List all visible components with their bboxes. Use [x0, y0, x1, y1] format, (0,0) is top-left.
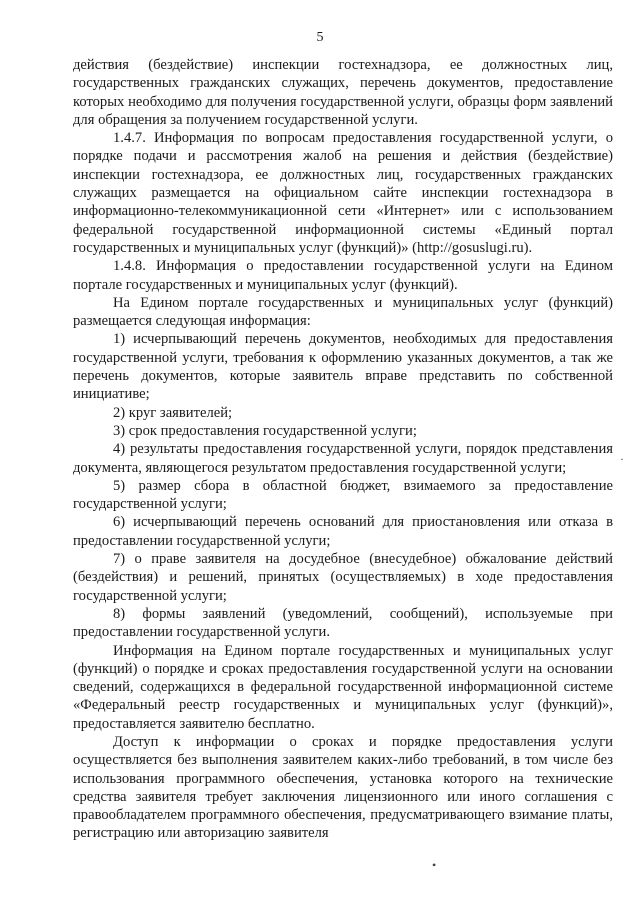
page-number: 5 [316, 30, 324, 45]
scan-artifact-dot: • [432, 858, 437, 872]
paragraph: 1.4.7. Информация по вопросам предоставления государственной услуги, о порядке подачи и рассмотрения жалоб на решения и действия (бездействие) инспекции гостехнадзора, ее должностных лиц, государственных гражданских служащих размещается на официальном сайте инспекции гостехнадзора в информационно-телекоммуникационной сети «Интернет» или с использованием федеральной государственной информационной системы «Единый портал государственных и муниципальных услуг (функций)» (http://gosuslugi.ru). [73, 130, 613, 256]
list-item: 2) круг заявителей; [113, 404, 233, 421]
list-item: 3) срок предоставления государственной услуги; [113, 422, 417, 439]
list-item: 1) исчерпывающий перечень документов, необходимых для предоставления государственной услуги, требования к оформлению указанных документов, а так же перечень документов, которые заявитель вправе представить по собственной инициативе; [73, 331, 613, 403]
paragraph: Информация на Едином портале государственных и муниципальных услуг (функций) о порядке и сроках предоставления государственной услуги на основании сведений, содержащихся в федеральной государственной информационной системе «Федеральный реестр государственных и муниципальных услуг (функций)», предоставляется заявителю бесплатно. [73, 642, 613, 732]
paragraph: На Едином портале государственных и муниципальных услуг (функций) размещается следующая информация: [73, 294, 613, 330]
paragraph: 1.4.8. Информация о предоставлении государственной услуги на Едином портале государственных и муниципальных услуг (функций). [73, 258, 613, 293]
paragraph: действия (бездействие) инспекции гостехнадзора, ее должностных лиц, государственных гражданских служащих, перечень документов, предоставление которых необходимо для получения государственной услуги, образцы форм заявлений для обращения за получением государственной услуги. [73, 57, 613, 128]
list-item: 8) формы заявлений (уведомлений, сообщений), используемые при предоставлении государственной услуги. [73, 605, 613, 641]
list-item: 7) о праве заявителя на досудебное (внесудебное) обжалование действий (бездействия) и решений, принятых (осуществляемых) в ходе предоставления государственной услуги; [73, 551, 613, 604]
paragraph: Доступ к информации о сроках и порядке предоставления услуги осуществляется без выполнения заявителем каких-либо требований, в том числе без использования программного обеспечения, установка которого на технические средства заявителя требует заключения лицензионного или иного соглашения с правообладателем программного обеспечения, предусматривающего взимание платы, регистрацию или авторизацию заявителя [73, 733, 613, 842]
list-item: 4) результаты предоставления государственной услуги, порядок представления документа, являющегося результатом предоставления государственной услуги; [73, 441, 613, 476]
document-body [73, 56, 613, 843]
list-item: 6) исчерпывающий перечень оснований для приостановления или отказа в предоставлении государственной услуги; [73, 514, 613, 549]
list-item: 5) размер сбора в областной бюджет, взимаемого за предоставление государственной услуги; [73, 477, 613, 513]
scan-artifact-dot: · [620, 452, 624, 466]
